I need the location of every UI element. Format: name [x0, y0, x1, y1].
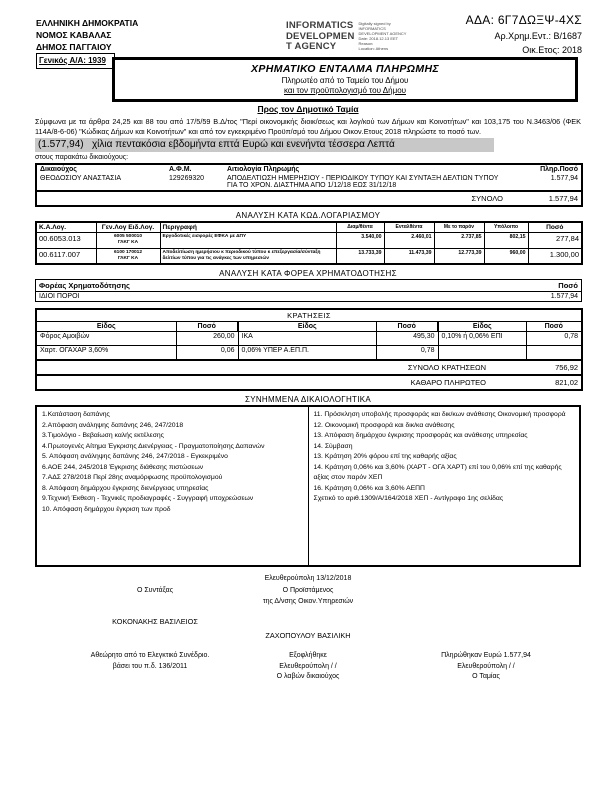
- signatures-section: [35, 567, 581, 742]
- col-funding-agency: Φορέας Χρηματοδότησης: [36, 280, 506, 292]
- ordered-amount: 2.460,01: [384, 233, 434, 248]
- formed-amount: 3.540,00: [336, 233, 384, 248]
- deduction-type: ΙΚΑ: [238, 332, 376, 346]
- col-reason: Αιτιολογία Πληρωμής: [227, 166, 300, 174]
- deductions-caption-row: [36, 309, 582, 322]
- authority-line-3: ΔΗΜΟΣ ΠΑΓΓΑΙΟΥ: [36, 41, 112, 52]
- account-analysis-title: ΑΝΑΛΥΣΗ ΚΑΤΑ ΚΩΔ.ΛΟΓΑΡΙΑΣΜΟΥ: [235, 211, 381, 221]
- total-label: ΣΥΝΟΛΟ: [224, 191, 506, 206]
- treasurer-block: [391, 651, 581, 683]
- genlog-code: 6005 500010: [113, 234, 142, 240]
- attachment-item: 7.ΑΔΣ 278/2018 Περί 28ης αναμόρφωσης προϋπολογισμού: [42, 474, 223, 482]
- audit-note-line-2: βάσει του π.δ. 136/2011: [112, 662, 188, 670]
- attachment-item: 1.Κατάσταση δαπάνης: [42, 411, 110, 419]
- attachment-item: 10. Απόφαση δημάρχου έγκριση των προδ: [42, 505, 171, 513]
- treasurer-title: Ο Ταμίας: [472, 673, 500, 681]
- col-type: Είδος: [238, 322, 376, 332]
- net-payable-row: [36, 375, 582, 390]
- col-type: Είδος: [36, 322, 176, 332]
- net-payable-label: ΚΑΘΑΡΟ ΠΛΗΡΩΤΕΟ: [36, 375, 526, 390]
- col-amount: Ποσό: [528, 222, 582, 233]
- deduction-amount: 0,78: [526, 332, 582, 346]
- stamp-sig-line: Reason:: [358, 41, 374, 46]
- genlog-code-2: ΓΛΚΓ ΚΑ: [117, 240, 139, 246]
- attachment-item: 4.Πρωτογενές Αίτημα Έγκρισης Διενέργειας - Πραγματοποίησης Δαπανών: [42, 442, 265, 450]
- payment-reason: ΑΠΟΔΕΛΤΙΩΣΗ ΗΜΕΡΗΣΙΟΥ - ΠΕΡΙΟΔΙΚΟΥ ΤΥΠΟΥ ΚΑΙ ΣΥΝΤΑΞΗ ΔΕΛΤΙΩΝ ΤΥΠΟΥ ΓΙΑ ΤΟ ΧΡΟΝ. ΔΙΑΣΤΗΜΑ ΑΠΟ 1/12/18 ΕΩΣ 31/12/18: [227, 175, 499, 190]
- col-funding-amount: Ποσό: [506, 280, 582, 292]
- head-role-line-1: Ο Προϊστάμενος: [282, 587, 334, 595]
- amount-paid-line: Πληρώθηκαν Ευρώ 1.577,94: [441, 652, 531, 660]
- digital-signature-stamp: [286, 21, 423, 53]
- deduction-amount: 260,00: [176, 332, 238, 346]
- author-name: ΚΟΚΟΝΑΚΗΣ ΒΑΣΙΛΕΙΟΣ: [112, 617, 198, 627]
- beneficiary-header-row: [36, 164, 582, 174]
- payment-amount: 1.577,94: [550, 175, 578, 183]
- head-name: ΖΑΧΟΠΟΥΛΟΥ ΒΑΣΙΛΙΚΗ: [265, 631, 351, 641]
- col-beneficiary: Δικαιούχος: [40, 166, 77, 174]
- account-header-row: [36, 222, 582, 233]
- head-role: [205, 586, 411, 607]
- treasurer-place: Ελευθερούπολη / /: [457, 662, 515, 670]
- attachment-item: 16. Κράτηση 0,06% και 3,60% ΑΕΠΠ: [313, 484, 425, 492]
- addressee-line: Προς τον Δημοτικό Ταμία: [257, 104, 359, 114]
- attachment-item: 14. Σύμβαση: [313, 442, 353, 450]
- deduction-amount: 495,30: [376, 332, 438, 346]
- general-serial-number: Γενικός Α/Α: 1939: [39, 56, 106, 65]
- deductions-table: [35, 308, 583, 391]
- attachment-item: 6.ΑΟΕ 244, 245/2018 Έγκρισης διάθεσης πιστώσεων: [42, 463, 204, 471]
- stamp-line-1: INFORMATICS: [286, 20, 354, 31]
- deductions-total-row: [36, 360, 582, 375]
- deduction-type: Φόρος Αμοιβών: [36, 332, 176, 346]
- col-with-present: Με το παρόν: [434, 222, 484, 233]
- attachment-item: Σχετικό το αριθ.1309/Α/164/2018 ΧΕΠ - Αντίγραφο 1ης σελίδας: [313, 495, 504, 503]
- attachment-item: 14. Κράτηση 0,06% και 3,60% (ΧΑΡΤ - ΟΓΑ ΧΑΡΤ) επί του 0,06% επί της καθαρής αξίας στον παρόν ΧΕΠ: [313, 463, 562, 482]
- receipt-signer: Ο λαβών δικαιούχος: [276, 673, 340, 681]
- beneficiary-row: [36, 174, 582, 191]
- funding-row: [36, 292, 582, 302]
- deductions-header-row: [36, 322, 582, 332]
- stamp-sig-line: Date: 2018.12.13 EET: [358, 36, 399, 41]
- author-role: Ο Συντάξας: [136, 587, 174, 595]
- attachment-item: 5. Απόφαση ανάληψης δαπάνης 246, 247/2018 - Εγκεκριμένο: [42, 453, 228, 461]
- deduction-amount: 0,78: [376, 346, 438, 361]
- amount-line: [35, 138, 581, 152]
- col-ordered: Ενταλθέντα: [384, 222, 434, 233]
- general-serial-number-box: [36, 53, 115, 69]
- col-type: Είδος: [438, 322, 526, 332]
- authority-line-1: ΕΛΛΗΝΙΚΗ ΔΗΜΟΚΡΑΤΙΑ: [36, 18, 139, 28]
- genlog-code-2: ΓΛΚΓ ΚΑ: [117, 255, 139, 261]
- beneficiary-table: [35, 163, 583, 207]
- attachments-left-column: [37, 407, 309, 565]
- with-present-amount: 12.773,39: [434, 248, 484, 264]
- beneficiary-afm: 129269320: [169, 175, 205, 183]
- account-description: Εργοδοτικές εισφορές ΕΦΚΑ με ΔΠΥ: [160, 233, 336, 248]
- attachment-item: 13. Κράτηση 20% φόρου επί της καθαρής αξίας: [313, 453, 457, 461]
- funding-agency: ΙΔΙΟΙ ΠΟΡΟΙ: [39, 293, 80, 301]
- fiscal-year: Οικ.Ετος: 2018: [522, 44, 582, 55]
- col-amount: Ποσό: [376, 322, 438, 332]
- audit-note-line-1: Αθεώρητο από το Ελεγκτικό Συνέδριο.: [90, 652, 210, 660]
- col-balance: Υπόλοιπο: [484, 222, 528, 233]
- deduction-type: Χαρτ. ΟΓΑΧΑΡ 3,60%: [36, 346, 176, 361]
- warrant-number: Αρ.Χρημ.Εντ.: Β/1687: [494, 30, 582, 41]
- account-code: 00.6117.007: [36, 248, 96, 264]
- stamp-line-2: DEVELOPMEN: [286, 30, 355, 42]
- stamp-sig-line: Digitally signed by: [358, 21, 391, 26]
- place-and-date: Ελευθερούπολη 13/12/2018: [264, 575, 352, 583]
- row-amount: 277,84: [528, 233, 582, 248]
- amount-highlight: [35, 138, 494, 152]
- attachments-box: [35, 405, 581, 567]
- row-amount: 1.300,00: [528, 248, 582, 264]
- deductions-total-label: ΣΥΝΟΛΟ ΚΡΑΤΗΣΕΩΝ: [36, 360, 526, 375]
- col-formed: Διαμ/θέντα: [336, 222, 384, 233]
- deduction-amount-empty: [526, 346, 582, 361]
- deductions-total-amount: 756,92: [526, 360, 582, 375]
- stamp-agency-name: [286, 21, 355, 53]
- title-subline-2: και τον προϋπολογισμό του Δήμου: [283, 86, 407, 95]
- attachment-item: 12. Οικονομική προσφορά και δικ/κα ανάθεσης: [313, 421, 455, 429]
- account-code: 00.6053.013: [36, 233, 96, 248]
- stamp-sig-line: DEVELOPMENT AGENCY: [358, 31, 407, 36]
- document-identifiers: [466, 11, 582, 57]
- stamp-sig-line: INFORMATICS: [358, 26, 386, 31]
- stamp-sig-line: Location: Athens: [358, 46, 389, 51]
- attachment-item: 3.Τιμολόγιο - Βεβαίωση καλής εκτέλεσης: [42, 432, 164, 440]
- net-payable-amount: 821,02: [526, 375, 582, 390]
- col-amount: Ποσό: [176, 322, 238, 332]
- account-row: [36, 233, 582, 248]
- col-ka: Κ.Α.Λογ.: [36, 222, 96, 233]
- col-genlog: Γεν.Λογ Ειδ.Λογ.: [96, 222, 160, 233]
- ordered-amount: 11.473,39: [384, 248, 434, 264]
- amount-in-words: χίλια πεντακόσια εβδομήντα επτά Ευρώ και ενενήντα τέσσερα Λεπτά: [91, 139, 395, 151]
- legal-basis-paragraph: Σύμφωνα με τα άρθρα 24,25 και 88 του από 17/5/59 Β.Δ/τος "Περί οικονομικής διοικ/σεως και λογ/κού των Δήμων και Κοινοτήτων" και 103,175 του Ν.3463/06 (ΦΕΚ 114Α/8-6-06) "Κώδικας Δήμων και Κοινοτήτων" και από τον εγκεκριμένο Προϋπ/σμό του Δήμου Οικον.Ετους 2018 πληρώστε το ποσό των.: [35, 117, 581, 136]
- funding-analysis-title: ΑΝΑΛΥΣΗ ΚΑΤΑ ΦΟΡΕΑ ΧΡΗΜΑΤΟΔΟΤΗΣΗΣ: [219, 269, 397, 279]
- col-amount: Πληρ.Ποσό: [540, 166, 578, 174]
- attachment-item: 8. Απόφαση δημάρχου έγκρισης διενέργειας υπηρεσίας: [42, 484, 209, 492]
- attachment-item: 9.Τεχνική Έκθεση - Τεχνικές προδιαγραφές - Συγγραφή υποχρεώσεων: [42, 495, 254, 503]
- beneficiary-total-row: [36, 191, 582, 206]
- ada-code: ΑΔΑ: 6Γ7ΔΩΞΨ-4ΧΣ: [465, 13, 582, 27]
- with-present-amount: 2.737,85: [434, 233, 484, 248]
- head-role-line-2: της Δ/νσης Οικον.Υπηρεσιών: [262, 597, 354, 605]
- deduction-type: 0,10% ή 0,06% ΕΠΙ: [438, 332, 526, 346]
- attachment-item: 13. Απόφαση δημάρχου έγκρισης προσφοράς και ανάθεσης υπηρεσίας: [313, 432, 528, 440]
- document-title: ΧΡΗΜΑΤΙΚΟ ΕΝΤΑΛΜΑ ΠΛΗΡΩΜΗΣ: [250, 63, 440, 75]
- title-subline-1: Πληρωτέο από το Ταμείο του Δήμου: [281, 76, 409, 85]
- deduction-type-empty: [438, 346, 526, 361]
- attachments-title: ΣΥΝΗΜΜΕΝΑ ΔΙΚΑΙΟΛΟΓΗΤΙΚΑ: [244, 395, 372, 405]
- amount-numeric: (1.577,94): [38, 139, 84, 151]
- funding-header-row: [36, 280, 582, 292]
- attachment-item: 2.Απόφαση ανάληψης δαπάνης 246, 247/2018: [42, 421, 184, 429]
- deduction-type: 0,06% ΥΠΕΡ Α.ΕΠ.Π.: [238, 346, 376, 361]
- attachments-right-column: [309, 407, 580, 565]
- deduction-amount: 0,06: [176, 346, 238, 361]
- stamp-line-3: T AGENCY: [286, 41, 337, 53]
- col-afm: Α.Φ.Μ.: [169, 166, 192, 174]
- receipt-title: Εξοφλήθηκε: [289, 652, 327, 660]
- formed-amount: 13.733,39: [336, 248, 384, 264]
- deductions-row: [36, 332, 582, 346]
- deductions-row: [36, 346, 582, 361]
- funding-table: [35, 279, 582, 302]
- balance-amount: 802,15: [484, 233, 528, 248]
- genlog-code: 6100 170012: [113, 249, 142, 255]
- stamp-signature-details: [359, 21, 423, 53]
- issuing-authority: [36, 18, 138, 54]
- beneficiaries-intro: στους παρακάτω δικαιούχους:: [35, 154, 129, 162]
- attachment-item: 11. Πρόσκληση υποβολής προσφοράς και δικ/κων ανάθεσης Οικονομική προσφορά: [313, 411, 566, 419]
- document-body: [35, 104, 581, 742]
- account-description: Αποδελτίωση ημερήσιου κ περιοδικού τύπου κ επεξεργασία/σύνταξη δελτίων τύπου για τις ανάγκες των υπηρεσιών: [160, 248, 336, 264]
- beneficiary-name: ΘΕΟΔΟΣΙΟΥ ΑΝΑΣΤΑΣΙΑ: [40, 175, 122, 183]
- account-analysis-table: [35, 221, 583, 265]
- authority-line-2: ΝΟΜΟΣ ΚΑΒΑΛΑΣ: [36, 29, 112, 40]
- balance-amount: 960,00: [484, 248, 528, 264]
- receipt-block: [210, 651, 406, 683]
- col-description: Περιγραφή: [160, 222, 336, 233]
- total-amount: 1.577,94: [506, 191, 582, 206]
- receipt-place: Ελευθερούπολη / /: [279, 662, 337, 670]
- col-amount: Ποσό: [526, 322, 582, 332]
- funding-amount: 1.577,94: [550, 293, 578, 301]
- deductions-title: ΚΡΑΤΗΣΕΙΣ: [287, 311, 331, 321]
- account-row: [36, 248, 582, 264]
- document-title-box: [112, 57, 578, 102]
